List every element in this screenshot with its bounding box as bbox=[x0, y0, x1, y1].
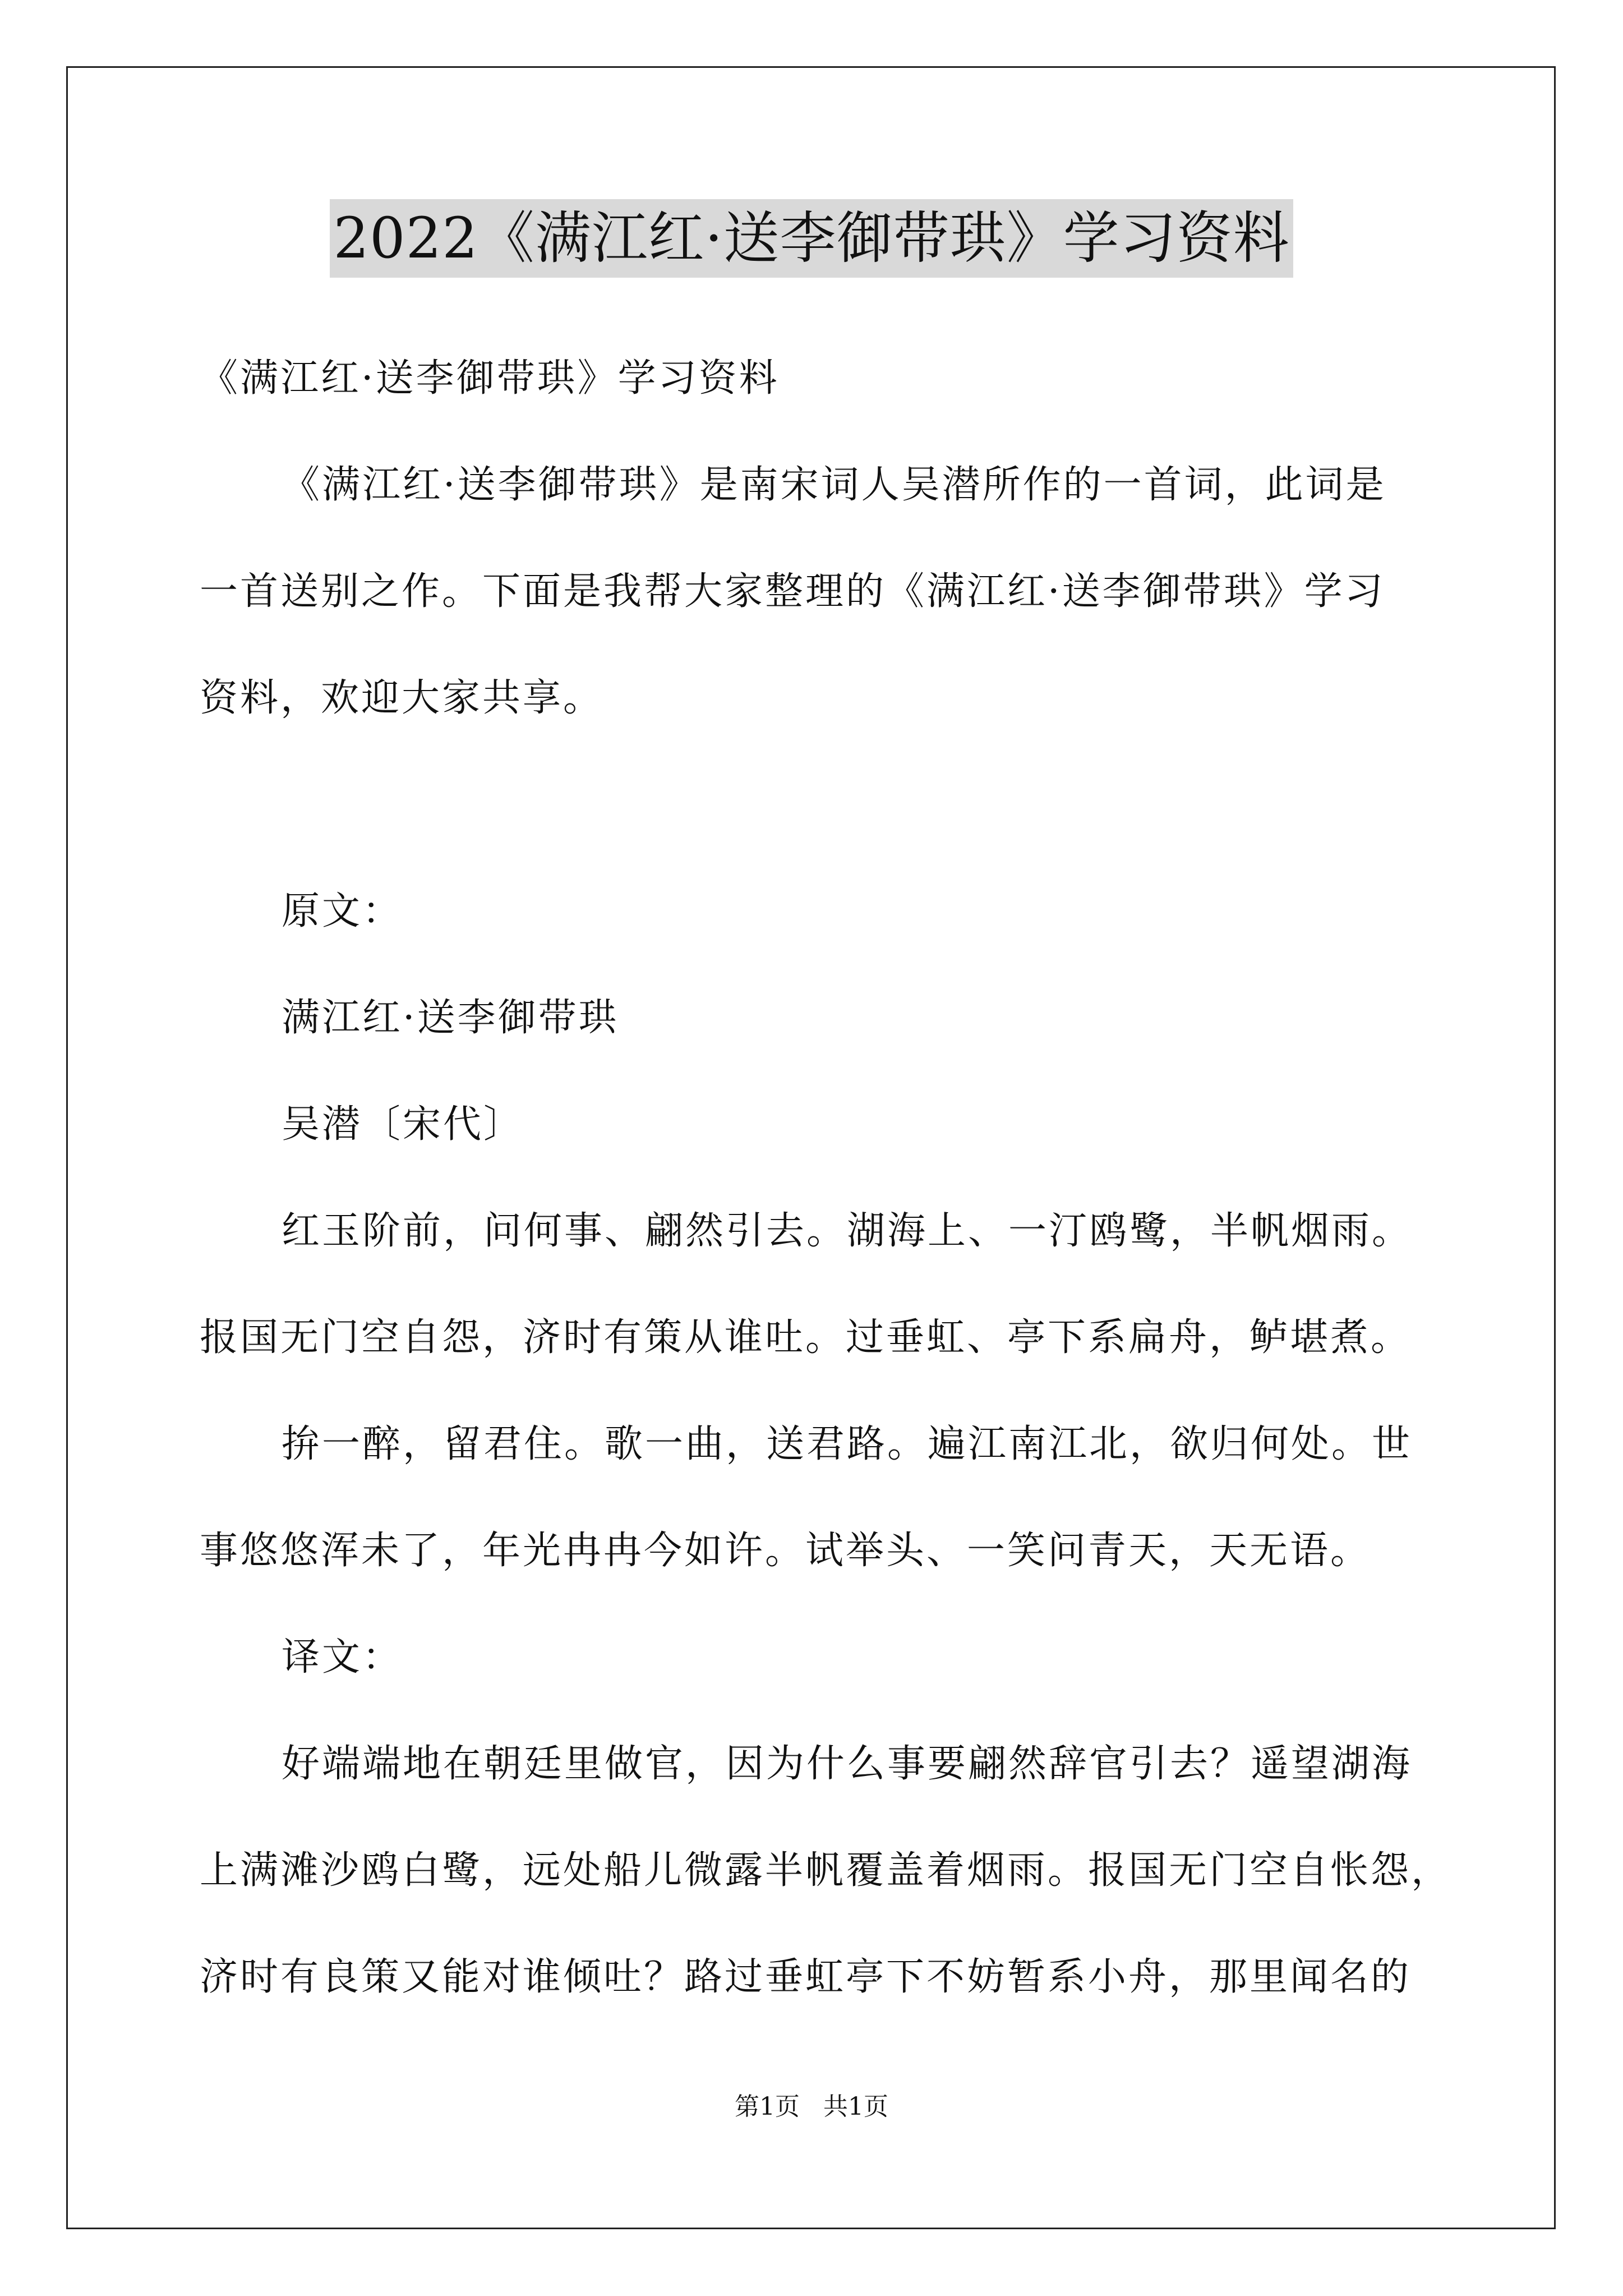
title-container bbox=[0, 199, 1623, 278]
poem-line-1: 红玉阶前，问何事、翩然引去。湖海上、一汀鸥鹭，半帆烟雨。 bbox=[282, 1209, 1413, 1253]
original-label: 原文： bbox=[282, 889, 403, 933]
document-title: 2022《满江红·送李御带珙》学习资料 bbox=[330, 199, 1293, 278]
intro-line-2: 一首送别之作。下面是我帮大家整理的《满江红·送李御带珙》学习 bbox=[200, 569, 1385, 614]
poem-author: 吴潜〔宋代〕 bbox=[282, 1102, 524, 1147]
translation-label: 译文： bbox=[282, 1635, 403, 1680]
poem-line-3: 拚一醉，留君住。歌一曲，送君路。遍江南江北，欲归何处。世 bbox=[282, 1422, 1413, 1466]
poem-title: 满江红·送李御带珙 bbox=[282, 996, 619, 1040]
poem-line-2: 报国无门空自怨，济时有策从谁吐。过垂虹、亭下系扁舟，鲈堪煮。 bbox=[200, 1315, 1412, 1360]
intro-line-1: 《满江红·送李御带珙》是南宋词人吴潜所作的一首词，此词是 bbox=[282, 463, 1386, 507]
translation-line-2: 上满滩沙鸥白鹭，远处船儿微露半帆覆盖着烟雨。报国无门空自怅怨， bbox=[200, 1848, 1452, 1893]
page-footer: 第1页 共1页 bbox=[735, 2092, 888, 2121]
translation-line-1: 好端端地在朝廷里做官，因为什么事要翩然辞官引去？遥望湖海 bbox=[282, 1742, 1413, 1786]
poem-line-4: 事悠悠浑未了，年光冉冉今如许。试举头、一笑问青天，天无语。 bbox=[200, 1529, 1371, 1573]
intro-line-3: 资料，欢迎大家共享。 bbox=[200, 676, 604, 720]
document-subtitle: 《满江红·送李御带珙》学习资料 bbox=[200, 356, 780, 401]
translation-line-3: 济时有良策又能对谁倾吐？路过垂虹亭下不妨暂系小舟，那里闻名的 bbox=[200, 1955, 1412, 1999]
